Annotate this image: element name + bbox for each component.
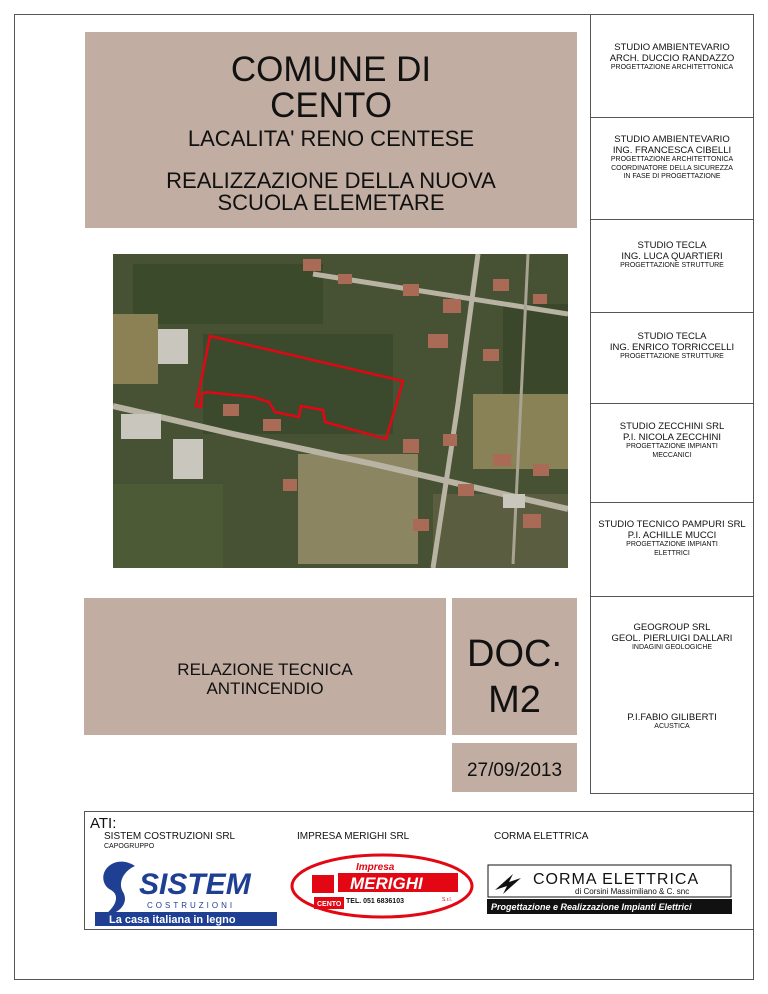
- doc-type-line2: ANTINCENDIO: [206, 679, 324, 698]
- merighi-logo-tel: TEL. 051 6836103: [346, 898, 404, 905]
- column-divider: [590, 15, 591, 793]
- studio-name: GEOGROUP SRL: [633, 622, 711, 633]
- sistem-logo-sub: COSTRUZIONI: [147, 901, 236, 910]
- studio-divider: [590, 312, 754, 313]
- studio-role: PROGETTAZIONE STRUTTURE: [620, 353, 724, 360]
- studio-person: ING. FRANCESCA CIBELLI: [612, 145, 732, 156]
- studio-block: [592, 42, 752, 73]
- studio-divider: [590, 219, 754, 220]
- studio-role: PROGETTAZIONE ARCHITETTONICA: [610, 156, 734, 163]
- corma-logo-name: CORMA ELETTRICA: [533, 871, 700, 888]
- studio-name: P.I.FABIO GILIBERTI: [627, 712, 717, 723]
- aerial-photo: [113, 254, 568, 568]
- firm-corma-name: CORMA ELETTRICA: [494, 831, 589, 842]
- studio-role: PROGETTAZIONE IMPIANTI: [626, 541, 718, 548]
- studio-block: [592, 519, 752, 558]
- sistem-logo-name: SISTEM: [139, 868, 251, 901]
- studio-name: STUDIO AMBIENTEVARIO: [614, 134, 730, 145]
- title-line2: CENTO: [270, 86, 392, 125]
- doc-date: 27/09/2013: [466, 760, 563, 781]
- document-date-panel: [452, 743, 577, 792]
- studio-divider: [590, 403, 754, 404]
- project-line2: SCUOLA ELEMETARE: [217, 190, 445, 215]
- studio-block: [592, 331, 752, 362]
- corma-logo-sub: di Corsini Massimiliano & C. snc: [575, 887, 690, 896]
- studio-person: ING. ENRICO TORRICCELLI: [609, 342, 735, 353]
- studio-block: [592, 240, 752, 271]
- studio-role: IN FASE DI PROGETTAZIONE: [623, 173, 721, 180]
- sistem-logo-tagline: La casa italiana in legno: [109, 914, 236, 926]
- firm-sistem-name: SISTEM COSTRUZIONI SRL: [104, 831, 236, 842]
- studio-name: STUDIO TECLA: [637, 240, 707, 251]
- column-bottom-divider: [590, 793, 754, 794]
- project-line1: REALIZZAZIONE DELLA NUOVA: [166, 168, 496, 193]
- merighi-logo-city: CENTO: [317, 901, 342, 908]
- studio-block: [592, 622, 752, 653]
- title-panel: [85, 32, 577, 228]
- studio-role: PROGETTAZIONE STRUTTURE: [620, 262, 724, 269]
- studio-name: STUDIO AMBIENTEVARIO: [614, 42, 730, 53]
- studio-divider: [590, 502, 754, 503]
- merighi-logo-srl: S.r.l.: [442, 897, 453, 903]
- studio-role: PROGETTAZIONE ARCHITETTONICA: [610, 64, 734, 71]
- merighi-logo: [290, 853, 475, 919]
- studio-block: [592, 712, 752, 732]
- corma-logo: [487, 864, 732, 916]
- firm-sistem-role: CAPOGRUPPO: [104, 843, 155, 850]
- studio-person: P.I. ACHILLE MUCCI: [627, 530, 717, 541]
- studio-person: GEOL. PIERLUIGI DALLARI: [611, 633, 733, 644]
- title-line1: COMUNE DI: [230, 50, 432, 89]
- studio-person: ARCH. DUCCIO RANDAZZO: [609, 53, 735, 64]
- corma-logo-tagline: Progettazione e Realizzazione Impianti Elettrici: [491, 902, 692, 912]
- doc-type-line1: RELAZIONE TECNICA: [177, 660, 353, 679]
- document-type-panel: [84, 598, 446, 735]
- merighi-logo-top: Impresa: [356, 862, 395, 873]
- studio-divider: [590, 117, 754, 118]
- studio-block: [592, 421, 752, 460]
- studio-role: PROGETTAZIONE IMPIANTI: [626, 443, 718, 450]
- studio-divider: [590, 596, 754, 597]
- merighi-logo-name: MERIGHI: [350, 874, 423, 893]
- doc-code-line2: M2: [488, 679, 541, 721]
- document-code-panel: [452, 598, 577, 735]
- sistem-logo: [95, 856, 277, 926]
- studio-person: ING. LUCA QUARTIERI: [621, 251, 723, 262]
- studio-role: MECCANICI: [652, 451, 692, 459]
- studio-role: ELETTRICI: [654, 549, 690, 557]
- studio-role: COORDINATORE DELLA SICUREZZA: [611, 164, 733, 172]
- studio-person: P.I. NICOLA ZECCHINI: [622, 432, 721, 443]
- studio-role: ACUSTICA: [654, 723, 690, 730]
- firm-merighi-name: IMPRESA MERIGHI SRL: [297, 831, 410, 842]
- studio-role: INDAGINI GEOLOGICHE: [631, 644, 713, 651]
- doc-code-line1: DOC.: [467, 633, 562, 675]
- location: LACALITA' RENO CENTESE: [187, 126, 475, 151]
- ati-title: ATI:: [90, 815, 117, 832]
- studio-name: STUDIO TECLA: [637, 331, 707, 342]
- studio-name: STUDIO TECNICO PAMPURI SRL: [598, 519, 746, 530]
- studio-name: STUDIO ZECCHINI SRL: [619, 421, 725, 432]
- studio-block: [592, 134, 752, 182]
